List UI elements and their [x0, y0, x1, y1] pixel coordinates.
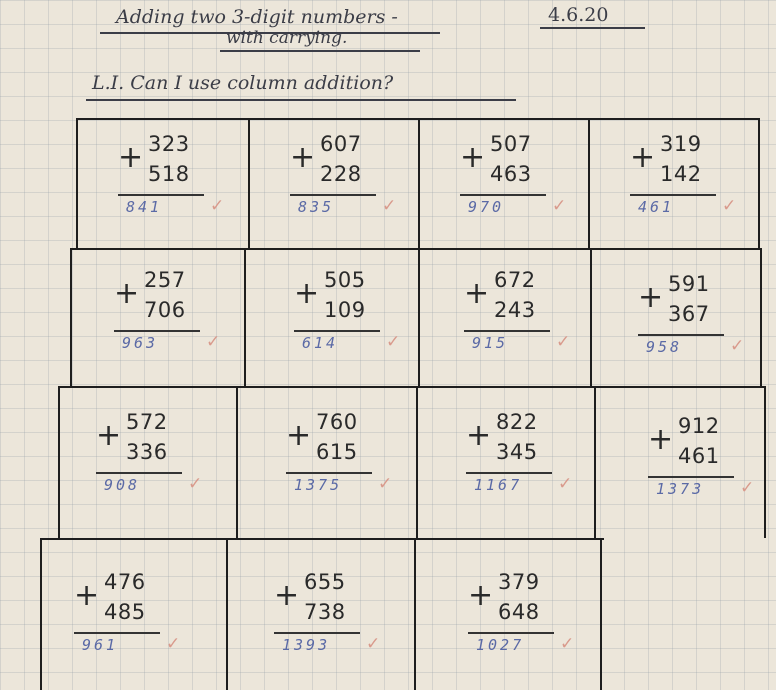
sum-line: [118, 194, 204, 196]
check-mark: ✓: [560, 634, 575, 654]
answer: 970: [468, 198, 505, 216]
addend-top: 760: [316, 410, 358, 434]
answer: 961: [82, 636, 119, 654]
answer: 841: [126, 198, 163, 216]
addend-bottom: 228: [320, 162, 362, 186]
check-mark: ✓: [382, 196, 397, 216]
addend-top: 505: [324, 268, 366, 292]
addend-top: 607: [320, 132, 362, 156]
sum-line: [466, 472, 552, 474]
answer: 1373: [656, 480, 705, 498]
sum-8: [630, 272, 760, 382]
sum-line: [294, 330, 380, 332]
addend-bottom: 485: [104, 600, 146, 624]
plus-sign: +: [114, 276, 140, 311]
sum-13: [66, 570, 196, 680]
sum-line: [114, 330, 200, 332]
subtitle-underline: [220, 50, 420, 52]
check-mark: ✓: [386, 332, 401, 352]
sum-10: [278, 410, 408, 520]
addend-top: 591: [668, 272, 710, 296]
sum-3: [452, 132, 582, 242]
answer: 835: [298, 198, 335, 216]
addend-top: 323: [148, 132, 190, 156]
addend-bottom: 738: [304, 600, 346, 624]
sum-11: [458, 410, 588, 520]
answer: 908: [104, 476, 141, 494]
addend-top: 476: [104, 570, 146, 594]
sum-line: [74, 632, 160, 634]
addend-bottom: 345: [496, 440, 538, 464]
answer: 614: [302, 334, 339, 352]
grid-col-line-0b: [70, 248, 72, 386]
plus-sign: +: [286, 418, 312, 453]
grid-col-line-1d: [226, 538, 228, 690]
sum-line: [460, 194, 546, 196]
grid-col-line-3d: [600, 538, 602, 690]
grid-col-line-3b: [590, 248, 592, 386]
grid-col-line-3a: [588, 118, 590, 248]
grid-col-line-1a: [248, 118, 250, 248]
answer: 963: [122, 334, 159, 352]
addend-top: 822: [496, 410, 538, 434]
sum-line: [630, 194, 716, 196]
grid-col-line-4b: [760, 248, 762, 386]
plus-sign: +: [118, 140, 144, 175]
addend-top: 572: [126, 410, 168, 434]
answer: 461: [638, 198, 675, 216]
plus-sign: +: [648, 422, 674, 457]
grid-col-line-0a: [76, 118, 78, 248]
sum-line: [286, 472, 372, 474]
sum-7: [456, 268, 586, 378]
addend-top: 507: [490, 132, 532, 156]
sum-4: [622, 132, 752, 242]
grid-col-line-4a: [758, 118, 760, 248]
answer: 1027: [476, 636, 525, 654]
addend-bottom: 463: [490, 162, 532, 186]
plus-sign: +: [638, 280, 664, 315]
check-mark: ✓: [378, 474, 393, 494]
sum-5: [106, 268, 236, 378]
addend-bottom: 461: [678, 444, 720, 468]
plus-sign: +: [290, 140, 316, 175]
learning-intention: L.I. Can I use column addition?: [92, 72, 394, 94]
grid-col-line-1c: [236, 386, 238, 538]
check-mark: ✓: [166, 634, 181, 654]
check-mark: ✓: [188, 474, 203, 494]
plus-sign: +: [274, 578, 300, 613]
plus-sign: +: [466, 418, 492, 453]
addend-bottom: 615: [316, 440, 358, 464]
grid-col-line-0c: [58, 386, 60, 538]
addend-top: 912: [678, 414, 720, 438]
check-mark: ✓: [740, 478, 755, 498]
grid-col-line-2a: [418, 118, 420, 248]
sum-15: [460, 570, 590, 680]
sum-1: [110, 132, 240, 242]
answer: 1375: [294, 476, 343, 494]
grid-col-line-2b: [418, 248, 420, 386]
answer: 958: [646, 338, 683, 356]
addend-bottom: 142: [660, 162, 702, 186]
sum-line: [648, 476, 734, 478]
grid-col-line-0d: [40, 538, 42, 690]
grid-col-line-2c: [416, 386, 418, 538]
grid-row-line-2: [58, 386, 764, 388]
sum-line: [464, 330, 550, 332]
sum-9: [88, 410, 218, 520]
plus-sign: +: [460, 140, 486, 175]
check-mark: ✓: [730, 336, 745, 356]
plus-sign: +: [464, 276, 490, 311]
addend-bottom: 109: [324, 298, 366, 322]
plus-sign: +: [74, 578, 100, 613]
plus-sign: +: [468, 578, 494, 613]
check-mark: ✓: [558, 474, 573, 494]
sum-2: [282, 132, 412, 242]
addend-top: 319: [660, 132, 702, 156]
date-underline: [540, 27, 645, 29]
title-line-1: Adding two 3-digit numbers -: [116, 6, 398, 28]
addend-bottom: 648: [498, 600, 540, 624]
addend-bottom: 367: [668, 302, 710, 326]
sum-line: [638, 334, 724, 336]
answer: 1167: [474, 476, 523, 494]
addend-bottom: 518: [148, 162, 190, 186]
plus-sign: +: [294, 276, 320, 311]
sum-line: [468, 632, 554, 634]
check-mark: ✓: [206, 332, 221, 352]
grid-col-line-1b: [244, 248, 246, 386]
answer: 1393: [282, 636, 331, 654]
sum-6: [286, 268, 416, 378]
grid-row-line-1: [70, 248, 762, 250]
addend-bottom: 706: [144, 298, 186, 322]
addend-bottom: 336: [126, 440, 168, 464]
check-mark: ✓: [722, 196, 737, 216]
li-underline: [86, 99, 516, 101]
check-mark: ✓: [556, 332, 571, 352]
grid-col-line-3c: [594, 386, 596, 538]
title-line-2: with carrying.: [226, 28, 348, 48]
grid-col-line-2d: [414, 538, 416, 690]
addend-bottom: 243: [494, 298, 536, 322]
addend-top: 379: [498, 570, 540, 594]
addend-top: 257: [144, 268, 186, 292]
date: 4.6.20: [548, 4, 609, 26]
answer: 915: [472, 334, 509, 352]
check-mark: ✓: [210, 196, 225, 216]
sum-line: [274, 632, 360, 634]
addend-top: 655: [304, 570, 346, 594]
check-mark: ✓: [552, 196, 567, 216]
sum-12: [640, 414, 770, 524]
sum-line: [96, 472, 182, 474]
grid-row-line-3: [40, 538, 604, 540]
sum-line: [290, 194, 376, 196]
check-mark: ✓: [366, 634, 381, 654]
sum-14: [266, 570, 396, 680]
plus-sign: +: [96, 418, 122, 453]
addend-top: 672: [494, 268, 536, 292]
plus-sign: +: [630, 140, 656, 175]
